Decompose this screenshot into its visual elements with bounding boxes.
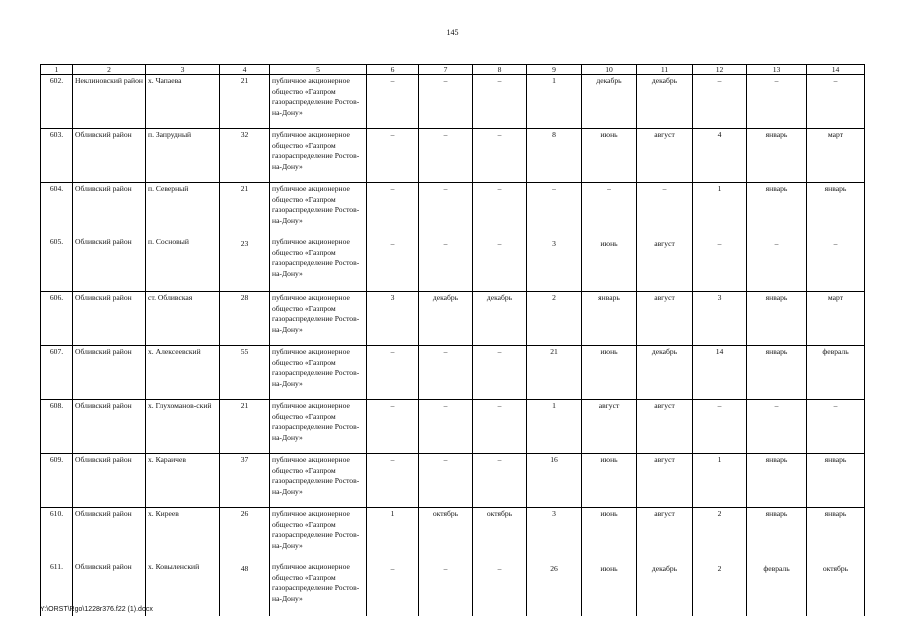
col9-cell: –: [527, 183, 582, 237]
col4-cell: 26: [220, 508, 270, 562]
col12-cell: 1: [693, 183, 747, 237]
page-number: 145: [446, 28, 459, 37]
table-row: [41, 346, 865, 400]
col7-cell: –: [419, 561, 473, 616]
col8-cell: –: [473, 75, 527, 129]
col12-cell: 4: [693, 129, 747, 183]
col9-cell: 2: [527, 292, 582, 346]
table-row: [41, 183, 865, 237]
col14-cell: –: [807, 75, 865, 129]
col6-cell: –: [367, 183, 419, 237]
header-cell: 12: [693, 65, 747, 75]
col11-cell: декабрь: [637, 346, 693, 400]
table-row: [41, 400, 865, 454]
organization-cell: публичное акционерное общество «Газпром газораспределение Ростов-на-Дону»: [270, 561, 367, 616]
col7-cell: –: [419, 129, 473, 183]
district-cell: Обливский район: [73, 561, 146, 616]
col6-cell: –: [367, 75, 419, 129]
col10-cell: июнь: [582, 346, 637, 400]
organization-cell: публичное акционерное общество «Газпром газораспределение Ростов-на-Дону»: [270, 183, 367, 237]
col11-cell: август: [637, 400, 693, 454]
col4-cell: 37: [220, 454, 270, 508]
header-cell: 11: [637, 65, 693, 75]
col10-cell: август: [582, 400, 637, 454]
district-cell: Обливский район: [73, 400, 146, 454]
organization-cell: публичное акционерное общество «Газпром газораспределение Ростов-на-Дону»: [270, 346, 367, 400]
col14-cell: январь: [807, 454, 865, 508]
district-cell: Обливский район: [73, 508, 146, 562]
table-row: [41, 508, 865, 562]
row-number-cell: 607.: [41, 346, 73, 400]
col10-cell: июнь: [582, 129, 637, 183]
settlement-cell: п. Северный: [146, 183, 220, 237]
header-cell: 14: [807, 65, 865, 75]
col4-cell: 55: [220, 346, 270, 400]
table-row: [41, 292, 865, 346]
col10-cell: –: [582, 183, 637, 237]
organization-cell: публичное акционерное общество «Газпром газораспределение Ростов-на-Дону»: [270, 400, 367, 454]
col14-cell: январь: [807, 183, 865, 237]
header-cell: 3: [146, 65, 220, 75]
col11-cell: –: [637, 183, 693, 237]
col7-cell: октябрь: [419, 508, 473, 562]
col13-cell: январь: [747, 508, 807, 562]
col4-cell: 21: [220, 75, 270, 129]
settlement-cell: п. Сосновый: [146, 236, 220, 292]
col7-cell: –: [419, 346, 473, 400]
row-number-cell: 602.: [41, 75, 73, 129]
header-cell: 5: [270, 65, 367, 75]
col9-cell: 3: [527, 508, 582, 562]
header-cell: 7: [419, 65, 473, 75]
col7-cell: –: [419, 236, 473, 292]
col10-cell: январь: [582, 292, 637, 346]
col12-cell: 3: [693, 292, 747, 346]
settlement-cell: ст. Обливская: [146, 292, 220, 346]
col6-cell: –: [367, 129, 419, 183]
col11-cell: август: [637, 129, 693, 183]
header-cell: 2: [73, 65, 146, 75]
col8-cell: –: [473, 183, 527, 237]
district-cell: Обливский район: [73, 183, 146, 237]
organization-cell: публичное акционерное общество «Газпром газораспределение Ростов-на-Дону»: [270, 508, 367, 562]
col10-cell: июнь: [582, 508, 637, 562]
col8-cell: декабрь: [473, 292, 527, 346]
header-cell: 10: [582, 65, 637, 75]
row-number-cell: 609.: [41, 454, 73, 508]
col4-cell: 48: [220, 561, 270, 616]
header-cell: 4: [220, 65, 270, 75]
header-row: [41, 65, 865, 75]
col13-cell: февраль: [747, 561, 807, 616]
col6-cell: –: [367, 236, 419, 292]
col12-cell: 2: [693, 561, 747, 616]
col13-cell: –: [747, 75, 807, 129]
organization-cell: публичное акционерное общество «Газпром газораспределение Ростов-на-Дону»: [270, 292, 367, 346]
settlement-cell: х. Киреев: [146, 508, 220, 562]
district-cell: Неклиновский район: [73, 75, 146, 129]
col11-cell: август: [637, 292, 693, 346]
col12-cell: 2: [693, 508, 747, 562]
col11-cell: декабрь: [637, 75, 693, 129]
col9-cell: 3: [527, 236, 582, 292]
col4-cell: 21: [220, 183, 270, 237]
col7-cell: –: [419, 75, 473, 129]
table-row: [41, 129, 865, 183]
col14-cell: март: [807, 292, 865, 346]
col7-cell: декабрь: [419, 292, 473, 346]
col14-cell: –: [807, 400, 865, 454]
col14-cell: март: [807, 129, 865, 183]
col14-cell: январь: [807, 508, 865, 562]
col11-cell: август: [637, 508, 693, 562]
col10-cell: июнь: [582, 454, 637, 508]
col8-cell: –: [473, 400, 527, 454]
settlement-cell: х. Чапаева: [146, 75, 220, 129]
col10-cell: декабрь: [582, 75, 637, 129]
col13-cell: январь: [747, 346, 807, 400]
organization-cell: публичное акционерное общество «Газпром газораспределение Ростов-на-Дону»: [270, 236, 367, 292]
col12-cell: 14: [693, 346, 747, 400]
table-row: [41, 236, 865, 292]
table-row: [41, 561, 865, 616]
col4-cell: 21: [220, 400, 270, 454]
col11-cell: декабрь: [637, 561, 693, 616]
district-cell: Обливский район: [73, 346, 146, 400]
col8-cell: октябрь: [473, 508, 527, 562]
header-cell: 1: [41, 65, 73, 75]
col13-cell: январь: [747, 129, 807, 183]
col10-cell: июнь: [582, 236, 637, 292]
organization-cell: публичное акционерное общество «Газпром газораспределение Ростов-на-Дону»: [270, 75, 367, 129]
col13-cell: –: [747, 400, 807, 454]
col4-cell: 32: [220, 129, 270, 183]
district-cell: Обливский район: [73, 292, 146, 346]
col9-cell: 1: [527, 400, 582, 454]
col6-cell: –: [367, 346, 419, 400]
row-number-cell: 603.: [41, 129, 73, 183]
col13-cell: январь: [747, 454, 807, 508]
col7-cell: –: [419, 183, 473, 237]
col13-cell: –: [747, 236, 807, 292]
col9-cell: 1: [527, 75, 582, 129]
col13-cell: январь: [747, 183, 807, 237]
col12-cell: –: [693, 236, 747, 292]
col9-cell: 8: [527, 129, 582, 183]
col12-cell: –: [693, 75, 747, 129]
col14-cell: февраль: [807, 346, 865, 400]
col4-cell: 23: [220, 236, 270, 292]
row-number-cell: 606.: [41, 292, 73, 346]
col6-cell: 1: [367, 508, 419, 562]
table-row: [41, 454, 865, 508]
table-row: [41, 75, 865, 129]
col13-cell: январь: [747, 292, 807, 346]
col11-cell: август: [637, 454, 693, 508]
col4-cell: 28: [220, 292, 270, 346]
row-number-cell: 608.: [41, 400, 73, 454]
settlement-cell: х. Ковыленский: [146, 561, 220, 616]
district-cell: Обливский район: [73, 454, 146, 508]
district-cell: Обливский район: [73, 236, 146, 292]
col14-cell: октябрь: [807, 561, 865, 616]
row-number-cell: 605.: [41, 236, 73, 292]
district-cell: Обливский район: [73, 129, 146, 183]
organization-cell: публичное акционерное общество «Газпром газораспределение Ростов-на-Дону»: [270, 454, 367, 508]
col9-cell: 26: [527, 561, 582, 616]
col6-cell: 3: [367, 292, 419, 346]
settlement-cell: п. Запрудный: [146, 129, 220, 183]
data-table: [40, 64, 865, 616]
col8-cell: –: [473, 346, 527, 400]
col9-cell: 16: [527, 454, 582, 508]
row-number-cell: 610.: [41, 508, 73, 562]
col10-cell: июнь: [582, 561, 637, 616]
row-number-cell: 611.: [41, 561, 73, 616]
col6-cell: –: [367, 400, 419, 454]
row-number-cell: 604.: [41, 183, 73, 237]
col14-cell: –: [807, 236, 865, 292]
col8-cell: –: [473, 236, 527, 292]
col8-cell: –: [473, 129, 527, 183]
header-cell: 9: [527, 65, 582, 75]
col9-cell: 21: [527, 346, 582, 400]
header-cell: 8: [473, 65, 527, 75]
organization-cell: публичное акционерное общество «Газпром газораспределение Ростов-на-Дону»: [270, 129, 367, 183]
col7-cell: –: [419, 400, 473, 454]
header-cell: 6: [367, 65, 419, 75]
col12-cell: 1: [693, 454, 747, 508]
settlement-cell: х. Караичев: [146, 454, 220, 508]
file-path-footer: Y:\ORST\Rgo\1228r376.f22 (1).docx: [40, 606, 153, 613]
col8-cell: –: [473, 561, 527, 616]
settlement-cell: х. Глухоманов-ский: [146, 400, 220, 454]
settlement-cell: х. Алексеевский: [146, 346, 220, 400]
header-cell: 13: [747, 65, 807, 75]
col6-cell: –: [367, 561, 419, 616]
col8-cell: –: [473, 454, 527, 508]
col7-cell: –: [419, 454, 473, 508]
col11-cell: август: [637, 236, 693, 292]
col6-cell: –: [367, 454, 419, 508]
col12-cell: –: [693, 400, 747, 454]
